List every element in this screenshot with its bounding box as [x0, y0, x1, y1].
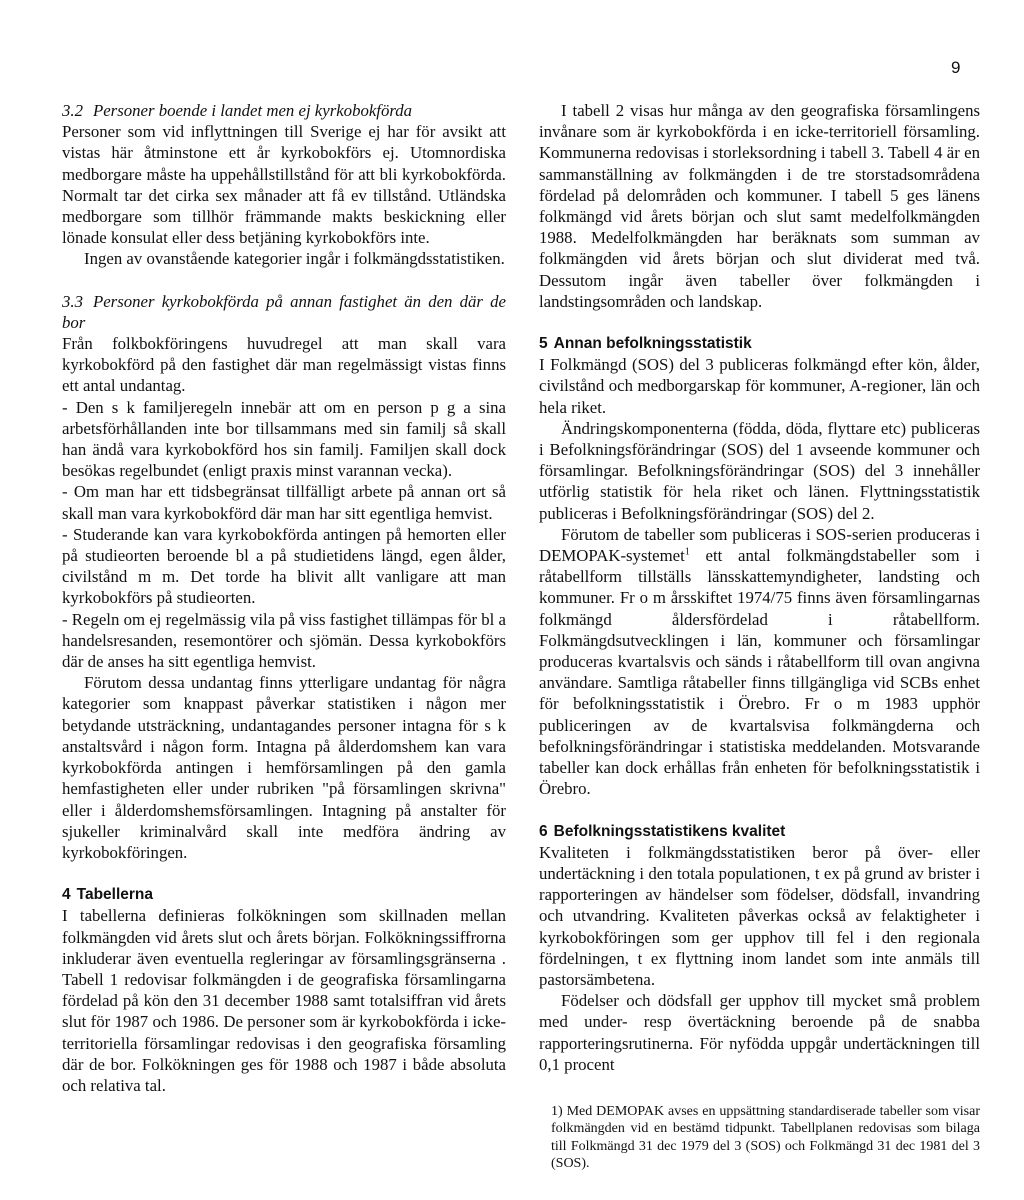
- paragraph: Ändringskomponenterna (födda, döda, flyttare etc) publiceras i Befolkningsförändringar (SOS) del 1 avseende kommuner och församlingar. Befolkningsförändringar (SOS) del 3 innehåller utförlig statistik för hela riket och länen. Flyttningsstatistik publiceras i Befolkningsförändringar (SOS) del 2.: [539, 418, 980, 523]
- section-number: 5: [539, 335, 548, 353]
- paragraph: Födelser och dödsfall ger upphov till mycket små problem med under- resp övertäckning beroende på de snabba rapporteringsrutinerna. För nyfödda uppgår undertäckningen till 0,1 procent: [539, 991, 980, 1074]
- section-3-3-heading: [62, 291, 506, 333]
- section-3-2-heading: [62, 100, 506, 121]
- section-number: 6: [539, 822, 548, 840]
- section-4-heading: [62, 884, 506, 905]
- paragraph: I tabell 2 visas hur många av den geografiska församlingens invånare som är kyrkobokförda i en icke-territoriell församling. Kommunerna redovisas i storleksordning i tabell 3. Tabell 4 är en sammanställning av folkmängden i de tre storstadsområdena fördelad på delområden och kommuner. I tabell 5 ges länens folkmängd vid årets början och slut samt medelfolkmängden 1988. Medelfolkmängden har beräknats som summan av folkmängden vid årets början och slut dividerat med två. Dessutom ingår även tabeller över folkmängden i landstingsområden och landskap.: [539, 101, 980, 311]
- list-item: - Regeln om ej regelmässig vila på viss fastighet tillämpas för bl a handelsresanden, resemontörer och sjömän. Dessa kyrkobokförs där de anses ha sitt egentliga hemvist.: [62, 609, 506, 672]
- page-number: 9: [951, 58, 961, 77]
- paragraph-part: ett antal folkmängdstabeller som i råtabellform tillställs länsskattemyndigheter, landsting och kommuner. Fr o m årsskiftet 1974/75 finns även församlingarnas folkmängd åldersfördelad i råtabellform. Folkmängdsutvecklingen i län, kommuner och församlingar produceras kvartalsvis och sänds i råtabellform till ovan angivna användare. Samtliga råtabeller finns tillgängliga vid SCBs enhet för befolkningsstatistik i Örebro. Fr o m 1983 upphör publiceringen av de kvartalsvisa folkmängderna och befolkningsförändringar i statistiska meddelanden. Motsvarande tabeller kan dock erhållas från enheten för befolkningsstatistik i Örebro.: [539, 546, 980, 799]
- paragraph: Ingen av ovanstående kategorier ingår i folkmängdsstatistiken.: [84, 249, 505, 269]
- section-title: Annan befolkningsstatistik: [553, 335, 752, 353]
- paragraph: I Folkmängd (SOS) del 3 publiceras folkmängd efter kön, ålder, civilstånd och medborgarskap för kommuner, A-regioner, län och hela riket.: [539, 355, 980, 417]
- section-number: 4: [62, 886, 71, 904]
- section-number: 3.3: [62, 291, 83, 311]
- paragraph: I tabellerna definieras folkökningen som skillnaden mellan folkmängden vid årets slut och årets början. Folkökningssiffrorna inkluderar även eventuella regleringar av församlingsgränserna . Tabell 1 redovisar folkmängden i de geografiska församlingarna fördelad på kön den 31 december 1988 samt totalsiffran vid årets slut för 1987 och 1986. De personer som är kyrkobokförda i icke-territoriella församlingar redovisas i den geografiska församling där de bor. Folkökningen ges för 1988 och 1987 i både absoluta och relativa tal.: [62, 906, 506, 1095]
- right-column: [539, 100, 980, 1173]
- section-title: Befolkningsstatistikens kvalitet: [553, 822, 786, 840]
- section-title: Personer boende i landet men ej kyrkobokförda: [92, 101, 413, 120]
- paragraph: [539, 524, 980, 800]
- list-item: - Den s k familjeregeln innebär att om en person p g a sina arbetsförhållanden inte bor tillsammans med sin familj så skall han ändå vara kyrkobokförd hos sin familj. Familjen skall dock besökas regelbundet (enligt praxis minst varannan vecka).: [62, 397, 506, 481]
- footnote-marker: 1: [684, 546, 690, 558]
- paragraph: Personer som vid inflyttningen till Sverige ej har för avsikt att vistas här åtminstone ett år kyrkobokförs ej. Utomnordiska medborgare måste ha uppehållstillstånd för att bli kyrkobokförda. Normalt tar det cirka sex månader att få ev tillstånd. Utländska medborgare som tillhör främmande makts beskickning eller lönade konsulat eller dess betjäning kyrkobokförs inte.: [62, 122, 506, 248]
- paragraph-part: Förutom de tabeller som publiceras i SOS-serien produceras i DEMOPAK-systemet: [539, 524, 980, 566]
- section-title: Tabellerna: [76, 886, 154, 904]
- list-item: - Om man har ett tidsbegränsat tillfälligt arbete på annan ort så skall man vara kyrkobokförd där man har sitt egentliga hemvist.: [62, 482, 506, 523]
- section-6-heading: [539, 821, 980, 842]
- paragraph: Förutom dessa undantag finns ytterligare undantag för några kategorier som knappast påverkar statistiken i någon mer betydande utsträckning, undantagandes personer intagna för s k anstaltsvård i någon form. Intagna på ålderdomshem kan vara kyrkobokförda antingen i hemförsamlingen på den gamla hemfastigheten eller under rubriken "på församlingen skrivna" eller i ålderdomshemsförsamlingen. Intagning på anstalter för sjukeller kriminalvård skall inte medföra ändring av kyrkobokföringen.: [62, 673, 506, 862]
- footnote: 1) Med DEMOPAK avses en uppsättning standardiserade tabeller som visar folkmängden vid en bestämd tidpunkt. Tabellplanen redovisas som bilaga till Folkmängd 31 dec 1979 del 3 (SOS) och Folkmängd 31 dec 1981 del 3 (SOS).: [551, 1103, 980, 1172]
- section-title: Personer kyrkobokförda på annan fastighet än den där de bor: [62, 291, 506, 332]
- section-number: 3.2: [62, 101, 83, 120]
- paragraph: Från folkbokföringens huvudregel att man skall vara kyrkobokförd på den fastighet där man regelmässigt vistas finns ett antal undantag.: [62, 334, 506, 396]
- left-column: [62, 100, 506, 1096]
- list-item: - Studerande kan vara kyrkobokförda antingen på hemorten eller på studieorten beroende bl a på studietidens längd, egen ålder, civilstånd m m. Det torde ha blivit allt vanligare att man kyrkobokförs på studieorten.: [62, 524, 506, 608]
- paragraph: Kvaliteten i folkmängdsstatistiken beror på över- eller undertäckning i den totala populationen, t ex på grund av brister i rapporteringen av händelser som födelser, dödsfall, invandring och utvandring. Kvaliteten påverkas också av felaktigheter i kyrkobokföringen som ger upphov till fel i den regionala fördelningen, t ex flyttning inom landet som inte anmäls till pastorsämbetena.: [539, 842, 980, 989]
- section-5-heading: [539, 333, 980, 354]
